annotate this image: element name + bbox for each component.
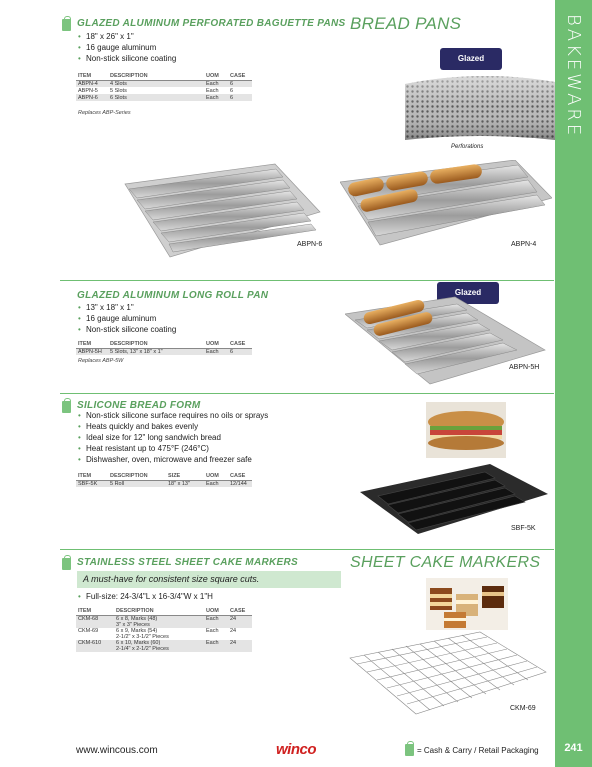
cell: 4 Slots [108,80,204,87]
table-header-row [76,72,252,80]
desc-line: 2-1/4" x 2-1/2" Pieces [116,645,169,652]
table-row [76,80,252,87]
cell: SBF-5K [76,480,108,487]
bullet: • Heats quickly and bakes evenly [77,421,268,432]
cell: ABPN-6 [76,94,108,101]
long-roll-bullets [77,302,176,335]
table-row [76,94,252,101]
bullet: • 16 gauge aluminum [77,42,176,53]
cell: 5 Roll [108,480,166,487]
page-number: 241 [564,742,583,754]
footer-website[interactable]: www.wincous.com [76,745,158,756]
table-row [76,87,252,94]
col-header: DESCRIPTION [108,72,204,80]
cell: Each [204,615,228,628]
cell: 5 Slots [110,87,127,94]
cash-carry-bag-icon [405,744,414,756]
cell [114,615,204,628]
table-row [76,615,252,628]
col-header: DESCRIPTION [114,607,204,615]
glazed-badge: Glazed [437,282,499,304]
bullet: • Non-stick silicone coating [77,324,176,335]
col-header: CASE [228,72,252,80]
perforations-closeup-image [405,74,555,144]
abpn-5h-pan-image [345,292,550,387]
footer-legend: = Cash & Carry / Retail Packaging [417,746,539,755]
cell: Each [206,627,219,634]
cell: Each [204,640,228,652]
cell: 6 [228,80,252,87]
col-header: ITEM [76,340,108,348]
cell: 24 [228,615,252,628]
sheet-cake-markers-title: SHEET CAKE MARKERS [350,554,541,571]
bread-pans-title: BREAD PANS [350,14,462,33]
col-header: ITEM [76,472,108,480]
cell: 5 Slots, 13" x 18" x 1" [108,348,204,355]
baguette-replaces: Replaces ABP-Series [78,110,131,116]
silicone-spec-table [76,472,252,487]
table-row [76,348,252,355]
cell: 24 [228,640,252,652]
bullet: • Heat resistant up to 475°F (246°C) [77,443,268,454]
section-divider [60,393,554,394]
cell: ABPN-4 [76,80,108,87]
cell: 6 [228,94,252,101]
silicone-bullets [77,410,268,465]
baguette-spec-table [76,72,252,101]
desc-line: 2-1/2" x 3-1/2" Pieces [116,633,169,640]
bullet: • Non-stick silicone coating [77,53,176,64]
cell [114,640,204,652]
cell: 12/144 [228,480,252,487]
sbf-5k-model: SBF-5K [511,525,536,532]
abpn-6-pan-image [115,162,325,262]
col-header: CASE [228,607,252,615]
col-header: DESCRIPTION [108,472,166,480]
ckm-69-model: CKM-69 [510,705,536,712]
col-header: CASE [228,472,252,480]
perforations-label: Perforations [451,144,484,150]
sidebar-label-text: BAKEWARE [562,14,584,139]
bullet: • Ideal size for 12" long sandwich bread [77,432,268,443]
markers-spec-table [76,607,252,652]
table-row [76,628,252,640]
table-row [76,640,252,652]
bullet: • Non-stick silicone surface requires no oils or sprays [77,410,268,421]
sidebar-label [555,14,592,214]
col-header: ITEM [76,607,114,615]
cell: Each [204,80,228,87]
cell: CKM-69 [78,627,99,634]
cell: Each [204,348,228,355]
section-divider [60,549,554,550]
desc-line: 6 x 9, Marks (54) [116,627,158,634]
bullet: • 13" x 18" x 1" [77,302,176,313]
col-header: ITEM [76,72,108,80]
desc-line: 6 x 10, Marks (60) [116,639,161,646]
markers-title: STAINLESS STEEL SHEET CAKE MARKERS [77,557,298,568]
col-header: UOM [204,72,228,80]
winco-logo: winco [276,741,317,758]
col-header: SIZE [166,472,204,480]
col-header: CASE [228,340,252,348]
long-roll-title: GLAZED ALUMINUM LONG ROLL PAN [77,290,269,301]
bullet: • Full-size: 24-3/4"L x 16-3/4"W x 1"H [77,591,213,602]
cell [114,628,204,640]
col-header: UOM [204,472,228,480]
table-header-row [76,340,252,348]
cash-carry-bag-icon [62,401,71,413]
cell: ABPN-5H [76,348,108,355]
markers-bullets [77,591,213,602]
abpn-6-model: ABPN-6 [297,241,323,248]
cake-slices-photo [426,578,508,630]
silicone-title: SILICONE BREAD FORM [77,400,201,411]
table-header-row [76,607,252,615]
col-header: DESCRIPTION [108,340,204,348]
long-roll-replaces: Replaces ABP-5W [78,358,124,364]
section-divider [60,280,554,281]
cell: CKM-610 [76,640,114,652]
table-header-row [76,472,252,480]
sandwich-photo [426,402,506,458]
abpn-5h-model: ABPN-5H [509,364,540,371]
table-row [76,480,252,487]
cell: Each [204,94,228,101]
cash-carry-bag-icon [62,558,71,570]
col-header: UOM [204,607,228,615]
markers-callout: A must-have for consistent size square cuts. [77,571,341,588]
bullet: • 16 gauge aluminum [77,313,176,324]
cell: CKM-68 [76,615,114,628]
long-roll-spec-table [76,340,252,355]
cell: 18" x 13" [166,480,204,487]
desc-line: 3" x 3" Pieces [116,621,150,628]
bullet: • Dishwasher, oven, microwave and freezer safe [77,454,268,465]
desc-line: 6 x 8, Marks (48) [116,615,158,622]
baguette-bullets [77,31,176,64]
cell: 6 [228,348,252,355]
cell: 6 [230,87,234,94]
cell: ABPN-5 [78,87,98,94]
glazed-badge: Glazed [440,48,502,70]
abpn-4-model: ABPN-4 [511,241,537,248]
cell: Each [206,87,219,94]
cash-carry-bag-icon [62,19,71,31]
bullet: • 18" x 26" x 1" [77,31,176,42]
cell: 6 Slots [108,94,204,101]
cell: Each [204,480,228,487]
baguette-title: GLAZED ALUMINUM PERFORATED BAGUETTE PANS [77,18,346,29]
col-header: UOM [204,340,228,348]
cell: 24 [230,627,237,634]
